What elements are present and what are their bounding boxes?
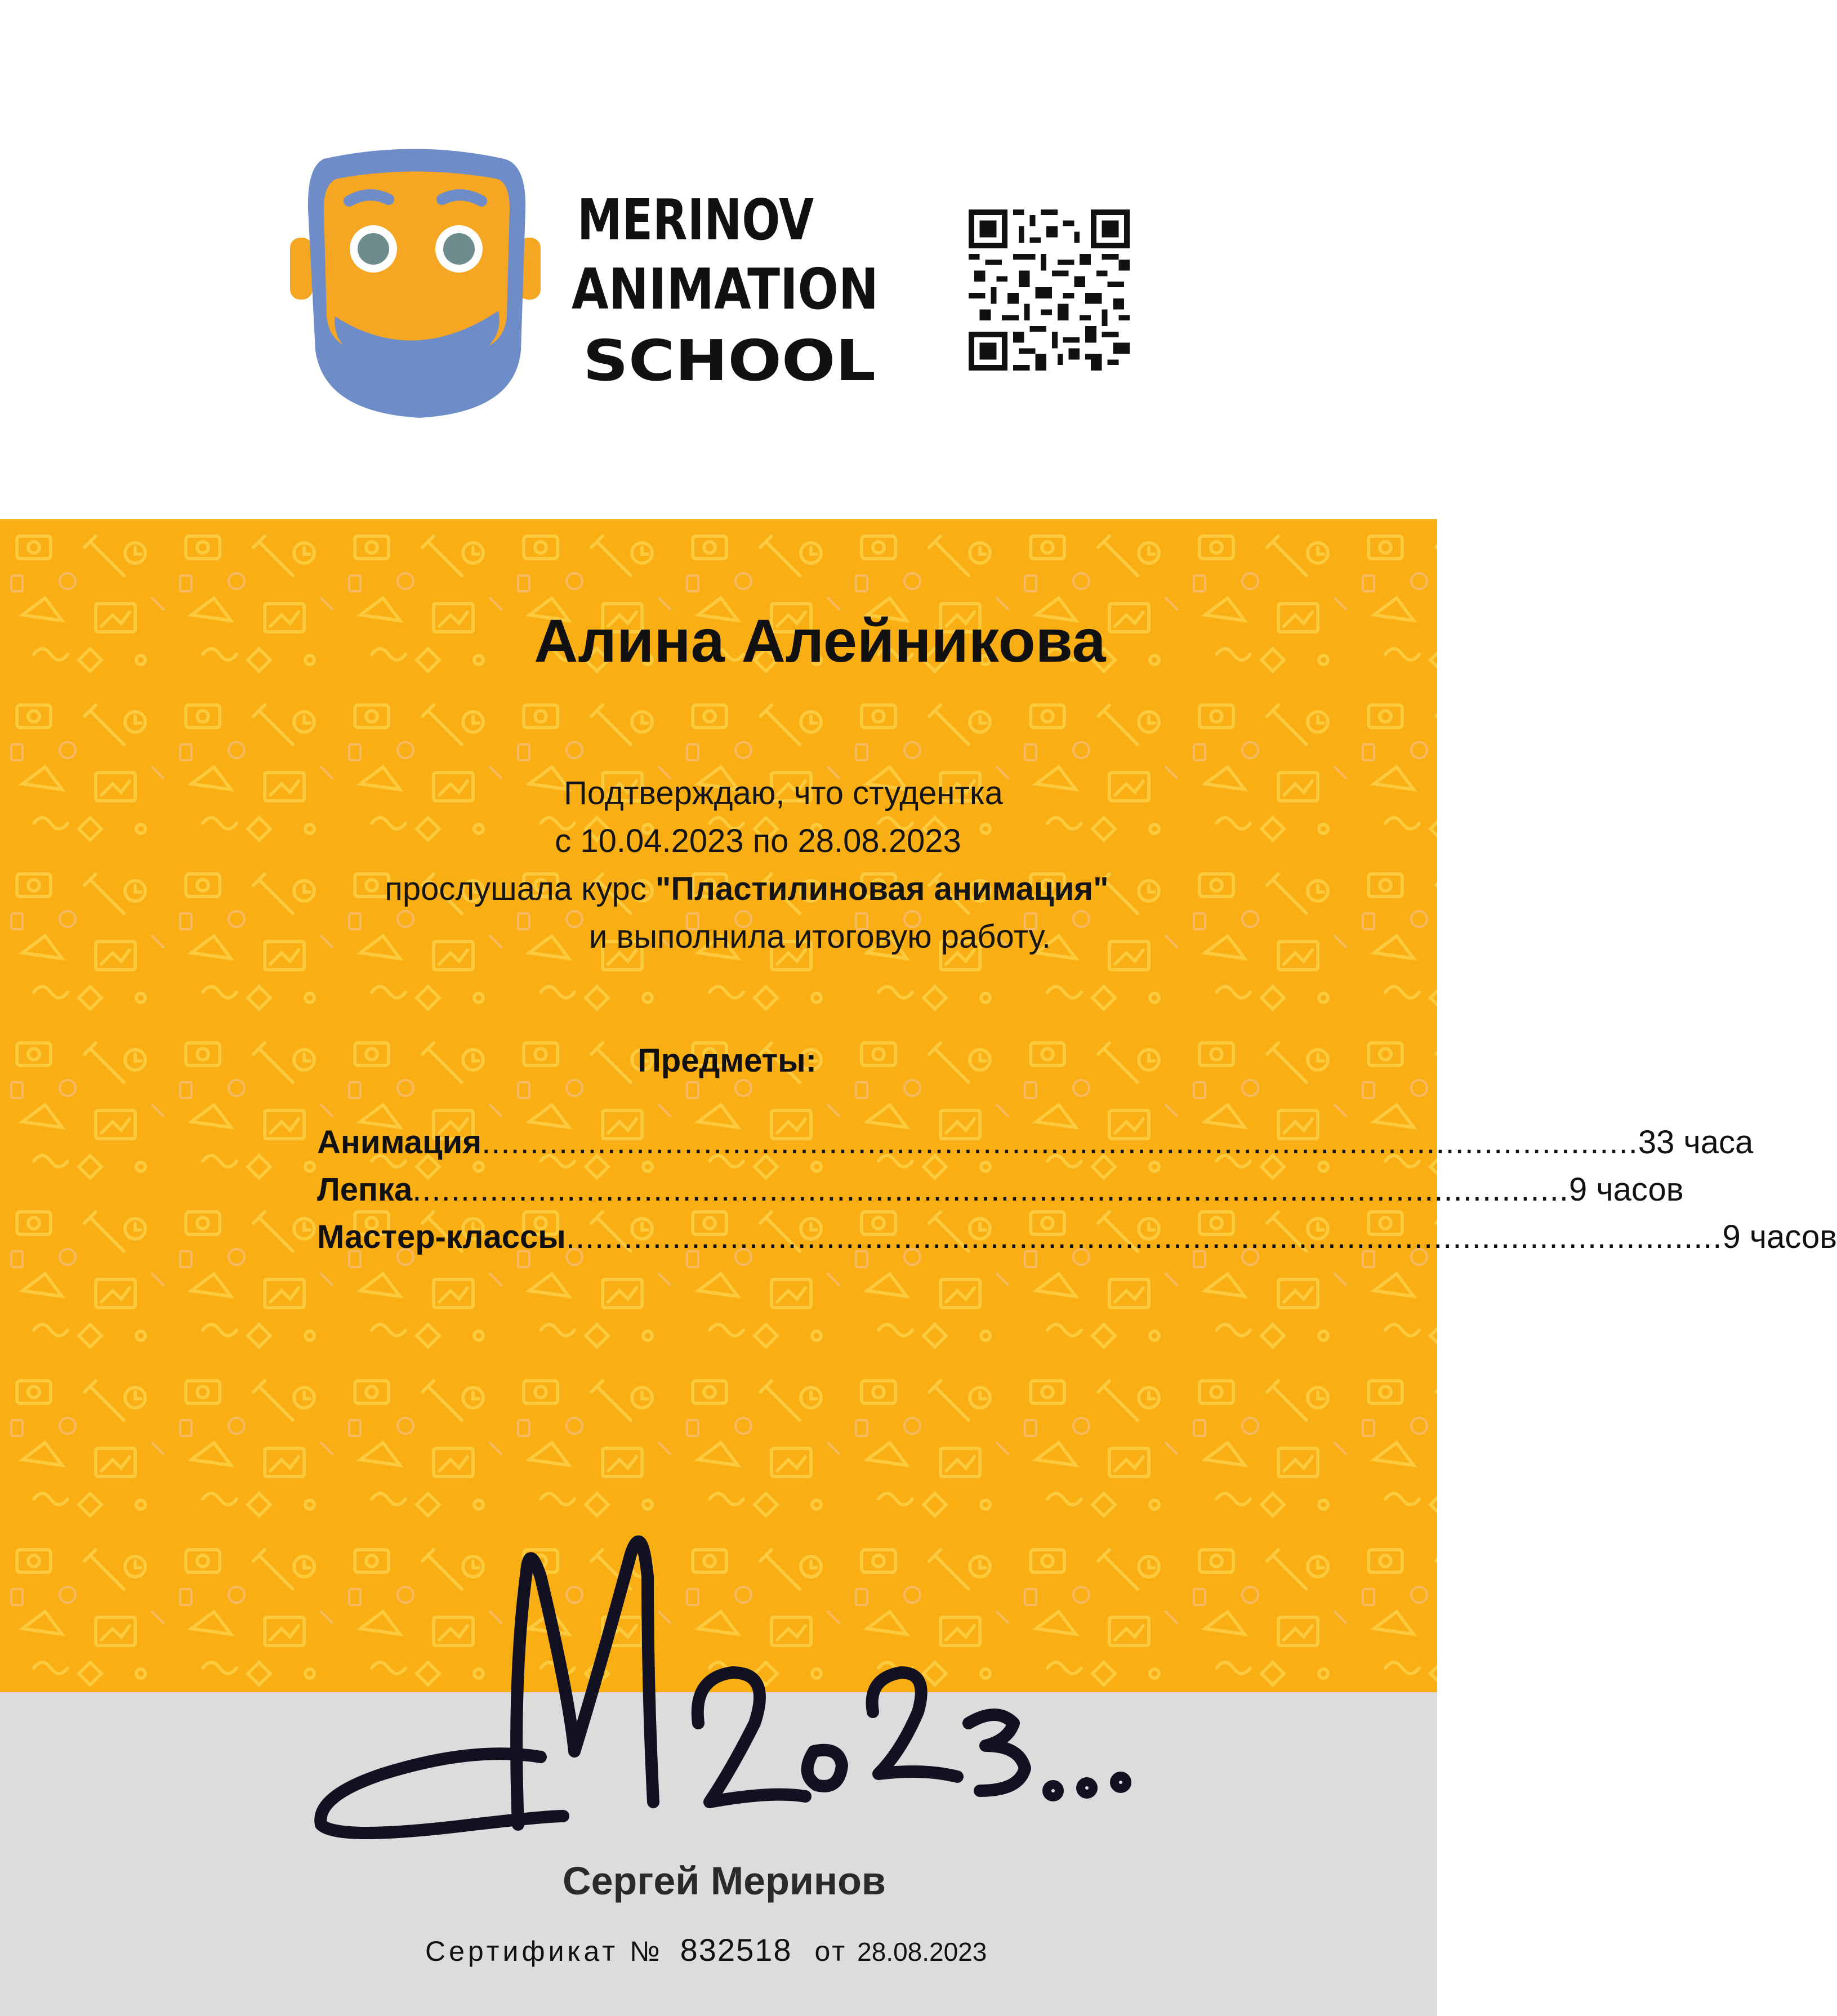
- logo-line-2: ANIMATION: [572, 256, 879, 322]
- certificate-date: 28.08.2023: [857, 1937, 987, 1966]
- subject-name: Мастер-классы: [317, 1219, 566, 1255]
- logo-line-1: MERINOV: [577, 187, 814, 253]
- course-dates: с 10.04.2023 по 28.08.2023: [555, 823, 961, 859]
- logo-line-3: SCHOOL: [583, 328, 876, 394]
- certificate-number-line: [425, 1932, 987, 1968]
- subject-name: Лепка: [317, 1171, 413, 1208]
- certificate-label: Сертификат №: [425, 1935, 663, 1967]
- subject-hours: 33 часа: [1638, 1124, 1754, 1161]
- certificate-from-label: от: [814, 1935, 848, 1967]
- signature-text: M2023...: [304, 1509, 306, 1510]
- handwritten-signature: [304, 1509, 1171, 1847]
- subject-name: Анимация: [317, 1124, 482, 1161]
- subject-hours: 9 часов: [1722, 1219, 1837, 1255]
- signer-name: Сергей Меринов: [563, 1859, 886, 1903]
- dot-leader: ........................................................................................................................: [412, 1171, 1569, 1208]
- dot-leader: ........................................................................................................................: [565, 1219, 1723, 1255]
- student-name: Алина Алейникова: [534, 606, 1106, 675]
- course-prefix: прослушала курс: [385, 871, 656, 907]
- course-line: [0, 870, 1437, 908]
- subject-row: [317, 1171, 1684, 1218]
- confirmation-line-1: Подтверждаю, что студентка: [564, 775, 1003, 811]
- certificate-header: [0, 0, 1437, 519]
- certificate-number: 832518: [680, 1932, 792, 1968]
- subjects-list: [317, 1123, 1837, 1265]
- subject-row: [317, 1218, 1837, 1265]
- school-logo-wordmark: [572, 186, 887, 394]
- subjects-title: Предметы:: [637, 1042, 817, 1079]
- course-name: "Пластилиновая анимация": [655, 871, 1109, 907]
- subject-hours: 9 часов: [1569, 1171, 1684, 1208]
- completion-line: и выполнила итоговую работу.: [589, 918, 1051, 955]
- qr-code-icon: [969, 209, 1130, 371]
- mascot-logo-icon: [290, 148, 541, 421]
- dot-leader: ........................................................................................................................: [481, 1124, 1638, 1161]
- subject-row: [317, 1123, 1754, 1171]
